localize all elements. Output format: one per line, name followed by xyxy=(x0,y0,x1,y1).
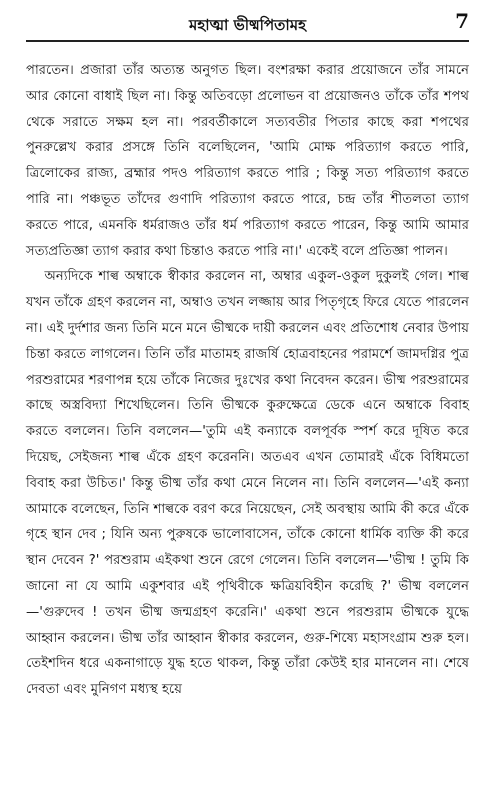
page-body xyxy=(26,58,469,784)
page-number: 7 xyxy=(455,9,469,33)
paragraph-2: অন্যদিকে শাল্ব অম্বাকে স্বীকার করলেন না, অম্বার একুল-ওকুল দুকুলই গেল। শাল্ব যখন তাঁকে গ্রহণ করলেন না, অম্বাও তখন লজ্জায় আর পিতৃগৃহে ফিরে যেতে পারলেন না। এই দুর্দশার জন্য তিনি মনে মনে ভীষ্মকে দায়ী করলেন এবং প্রতিশোধ নেবার উপায় চিন্তা করতে লাগলেন। তিনি তাঁর মাতামহ রাজর্ষি হোত্রবাহনের পরামর্শে জামদগ্নির পুত্র পরশুরামের শরণাপন্ন হয়ে তাঁকে নিজের দুঃখের কথা নিবেদন করেন। ভীষ্ম পরশুরামের কাছে অস্ত্রবিদ্যা শিখেছিলেন। তিনি ভীষ্মকে কুরুক্ষেত্রে ডেকে এনে অম্বাকে বিবাহ করতে বললেন। তিনি বললেন—'তুমি এই কন্যাকে বলপূর্বক স্পর্শ করে দূষিত করে দিয়েছ, সেইজন্য শাল্ব এঁকে গ্রহণ করেননি। অতএব এখন তোমারই এঁকে বিধিমতো বিবাহ করা উচিত।' কিন্তু ভীষ্ম তাঁর কথা মেনে নিলেন না। তিনি বললেন—'এই কন্যা আমাকে বলেছেন, তিনি শাল্বকে বরণ করে নিয়েছেন, সেই অবস্থায় আমি কী করে এঁকে গৃহে স্থান দেব ; যিনি অন্য পুরুষকে ভালোবাসেন, তাঁকে কোনো ধার্মিক ব্যক্তি কী করে স্থান দেবেন ?' পরশুরাম এইকথা শুনে রেগে গেলেন। তিনি বললেন—'ভীষ্ম ! তুমি কি জানো না যে আমি একুশবার এই পৃথিবীকে ক্ষত্রিয়বিহীন করেছি ?' ভীষ্ম বললেন—'গুরুদেব ! তখন ভীষ্ম জন্মগ্রহণ করেনি।' একথা শুনে পরশুরাম ভীষ্মকে যুদ্ধে আহ্বান করলেন। ভীষ্ম তাঁর আহ্বান স্বীকার করলেন, গুরু-শিষ্যে মহাসংগ্রাম শুরু হল। তেইশদিন ধরে একনাগাড়ে যুদ্ধ হতে থাকল, কিন্তু তাঁরা কেউই হার মানলেন না। শেষে দেবতা এবং মুনিগণ মধ্যস্থ হয়ে xyxy=(26,269,469,698)
page-header xyxy=(26,8,469,42)
paragraph-1: পারতেন। প্রজারা তাঁর অত্যন্ত অনুগত ছিল। বংশরক্ষা করার প্রয়োজনে তাঁর সামনে আর কোনো বাধাই ছিল না। কিন্তু অতিবড়ো প্রলোভন বা প্রয়োজনও তাঁকে তাঁর শপথ থেকে সরাতে সক্ষম হল না। পরবর্তীকালে সত্যবতীর পিতার কাছে করা শপথের পুনরুল্লেখ করার প্রসঙ্গে তিনি বলেছিলেন, 'আমি মোক্ষ পরিত্যাগ করতে পারি, ত্রিলোকের রাজ্য, ব্রহ্মার পদও পরিত্যাগ করতে পারি ; কিন্তু সত্য পরিত্যাগ করতে পারি না। পঞ্চভূত তাঁদের গুণাদি পরিত্যাগ করতে পারে, চন্দ্র তাঁর শীতলতা ত্যাগ করতে পারে, এমনকি ধর্মরাজও তাঁর ধর্ম পরিত্যাগ করতে পারেন, কিন্তু আমি আমার সত্যপ্রতিজ্ঞা ত্যাগ করার কথা চিন্তাও করতে পারি না।' একেই বলে প্রতিজ্ঞা পালন। xyxy=(26,63,469,259)
running-title: মহাত্মা ভীষ্মপিতামহ xyxy=(189,16,306,34)
